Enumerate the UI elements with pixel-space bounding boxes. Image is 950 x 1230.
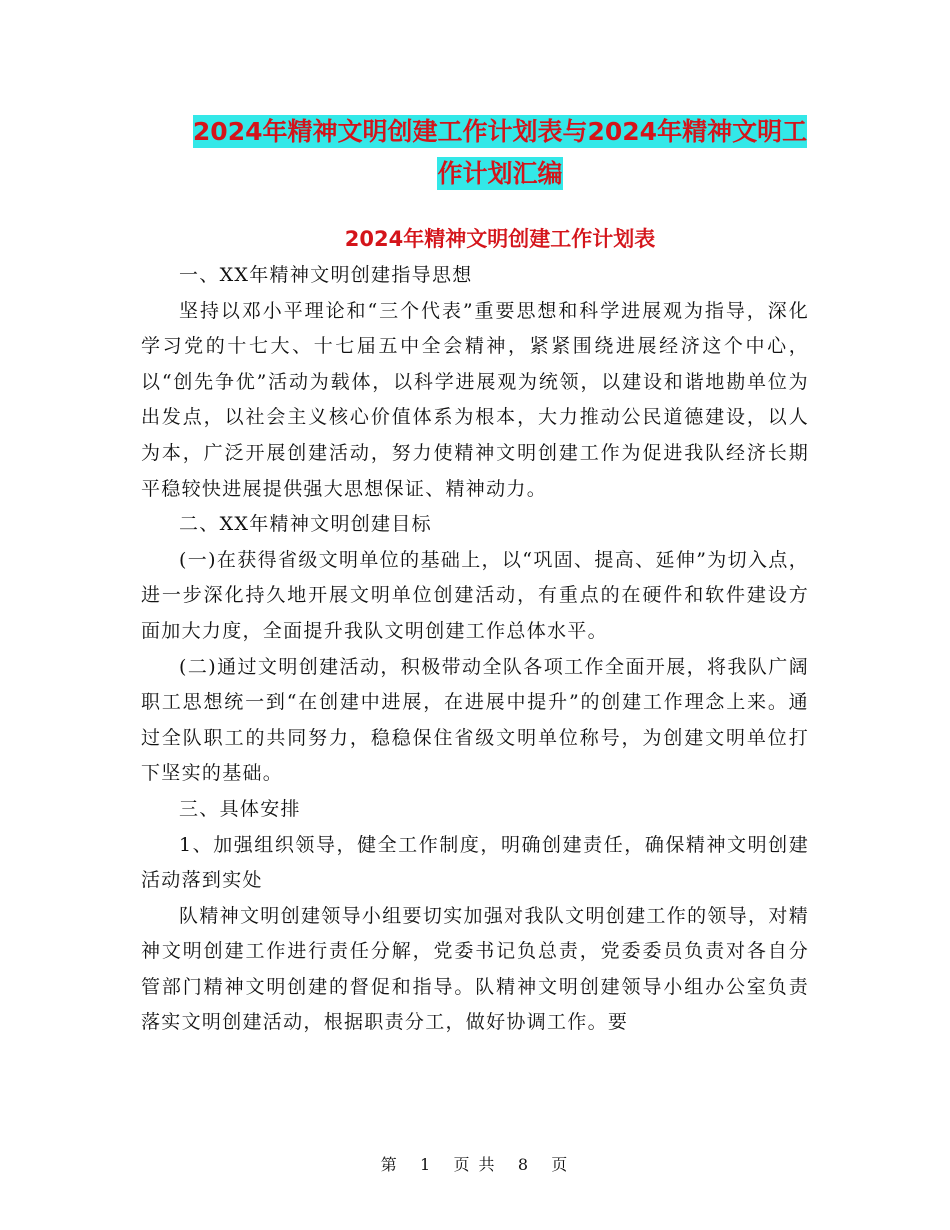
- footer-page-number: 1: [419, 1155, 433, 1174]
- document-title-text-1: 2024年精神文明创建工作计划表与2024年精神文明工: [192, 117, 808, 146]
- paragraph-goal-1: (一)在获得省级文明单位的基础上，以“巩固、提高、延伸”为切入点，进一步深化持久地开展文明单位创建活动，有重点的在硬件和软件建设方面加大力度，全面提升我队文明创建工作总体水平。: [141, 548, 809, 642]
- heading-guiding-thought: 一、XX年精神文明创建指导思想: [179, 264, 473, 286]
- footer-page-prefix: 第: [380, 1155, 399, 1174]
- paragraph-arrangement-1-body: 队精神文明创建领导小组要切实加强对我队文明创建工作的领导，对精神文明创建工作进行责任分解，党委书记负总责，党委委员负责对各自分管部门精神文明创建的督促和指导。队精神文明创建领导小组办公室负责落实文明创建活动，根据职责分工，做好协调工作。要: [141, 904, 809, 1034]
- document-title-line-2: [140, 148, 860, 200]
- paragraph-guiding-thought: 坚持以邓小平理论和“三个代表”重要思想和科学进展观为指导，深化学习党的十七大、十七届五中全会精神，紧紧围绕进展经济这个中心，以“创先争优”活动为载体，以科学进展观为统领，以建设和谐地勘单位为出发点，以社会主义核心价值体系为根本，大力推动公民道德建设，以人为本，广泛开展创建活动，努力使精神文明创建工作为促进我队经济长期平稳较快进展提供强大思想保证、精神动力。: [141, 299, 809, 500]
- document-body: [141, 258, 809, 1041]
- footer-page-total: 8: [517, 1155, 531, 1174]
- page-footer: [0, 1152, 950, 1175]
- footer-page-suffix: 页: [551, 1155, 570, 1174]
- document-title-text-2: 作计划汇编: [437, 159, 563, 188]
- footer-page-mid: 页 共: [453, 1155, 497, 1174]
- section-subtitle: 2024年精神文明创建工作计划表: [344, 227, 656, 251]
- heading-goals: 二、XX年精神文明创建目标: [179, 513, 432, 536]
- paragraph-arrangement-1-title: 1、加强组织领导，健全工作制度，明确创建责任，确保精神文明创建活动落到实处: [141, 833, 809, 892]
- heading-arrangements: 三、具体安排: [179, 797, 301, 820]
- paragraph-goal-2: (二)通过文明创建活动，积极带动全队各项工作全面开展，将我队广阔职工思想统一到“在创建中进展，在进展中提升”的创建工作理念上来。通过全队职工的共同努力，稳稳保住省级文明单位称号，为创建文明单位打下坚实的基础。: [141, 655, 809, 785]
